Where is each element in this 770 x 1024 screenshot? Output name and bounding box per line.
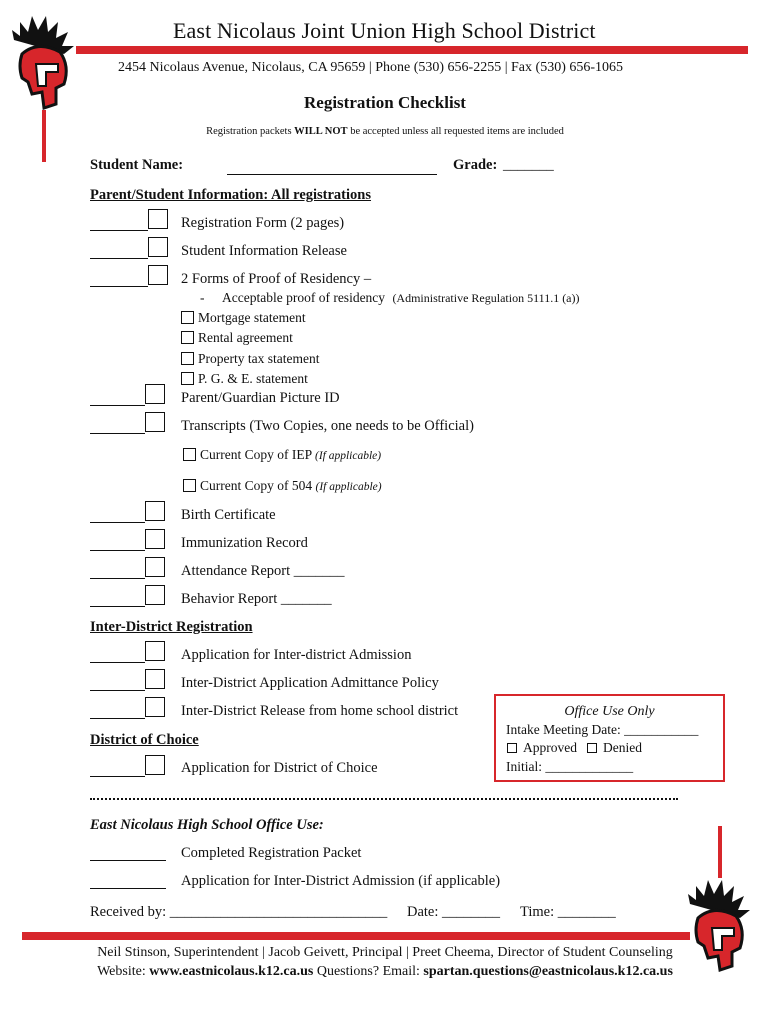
footer-contact — [0, 964, 770, 980]
residency-label: 2 Forms of Proof of Residency – — [181, 271, 372, 287]
immunization-label: Immunization Record — [181, 535, 308, 551]
intake-date[interactable]: Intake Meeting Date: ___________ — [506, 722, 699, 737]
district-name: East Nicolaus Joint Union High School District — [173, 18, 596, 43]
residency-checkbox[interactable] — [148, 265, 168, 285]
registration-form-line[interactable] — [90, 230, 148, 231]
c504-text: Current Copy of 504 — [200, 478, 313, 493]
acceptable-proof-label — [222, 290, 580, 306]
section-district-choice: District of Choice — [90, 732, 199, 748]
c504-label — [200, 478, 382, 494]
completed-packet-label: Completed Registration Packet — [181, 845, 362, 861]
office-use-title: Office Use Only — [564, 704, 655, 719]
section-parent-student: Parent/Student Information: All registrations — [90, 187, 372, 203]
notice-pre: Registration packets — [206, 126, 295, 137]
student-name-label: Student Name: — [90, 157, 184, 173]
property-tax-label: Property tax statement — [198, 351, 320, 366]
info-release-checkbox[interactable] — [148, 237, 168, 257]
footer-red-bar — [22, 932, 690, 940]
mortgage-checkbox[interactable] — [181, 311, 194, 324]
choice-app-line[interactable] — [90, 776, 145, 777]
interdistrict-policy-line[interactable] — [90, 690, 145, 691]
birth-line[interactable] — [90, 522, 145, 523]
received-date-field[interactable]: Date: ________ — [407, 904, 501, 920]
mortgage-label: Mortgage statement — [198, 310, 306, 325]
behavior-line[interactable] — [90, 606, 145, 607]
attendance-checkbox[interactable] — [145, 557, 165, 577]
section-interdistrict: Inter-District Registration — [90, 619, 253, 635]
picture-id-label: Parent/Guardian Picture ID — [181, 390, 340, 406]
email-link[interactable]: spartan.questions@eastnicolaus.k12.ca.us — [423, 964, 673, 979]
interdistrict-app-checkbox[interactable] — [145, 641, 165, 661]
behavior-label: Behavior Report _______ — [181, 591, 332, 607]
info-release-line[interactable] — [90, 258, 148, 259]
property-tax-checkbox[interactable] — [181, 352, 194, 365]
c504-note: (If applicable) — [315, 481, 382, 493]
spartan-logo-top — [8, 12, 80, 162]
questions-label: Questions? Email: — [316, 964, 420, 979]
notice-strong: WILL NOT — [294, 126, 348, 137]
denied-checkbox[interactable] — [587, 743, 597, 753]
header-red-bar — [76, 46, 748, 54]
acceptable-reference: (Administrative Regulation 5111.1 (a)) — [392, 291, 580, 305]
residency-line[interactable] — [90, 286, 148, 287]
grade-label: Grade: — [453, 157, 498, 173]
initial-field[interactable]: Initial: _____________ — [506, 759, 634, 774]
iep-checkbox[interactable] — [183, 448, 196, 461]
iep-label — [200, 447, 381, 463]
footer-staff: Neil Stinson, Superintendent | Jacob Geivett, Principal | Preet Cheema, Director of Student Counseling — [97, 945, 673, 960]
choice-app-checkbox[interactable] — [145, 755, 165, 775]
page-title: Registration Checklist — [304, 93, 466, 112]
transcripts-checkbox[interactable] — [145, 412, 165, 432]
rental-label: Rental agreement — [198, 330, 293, 345]
registration-form-checkbox[interactable] — [148, 209, 168, 229]
notice-post: be accepted unless all requested items are included — [347, 126, 564, 137]
office-interdistrict-line[interactable] — [90, 888, 166, 889]
transcripts-line[interactable] — [90, 433, 145, 434]
interdistrict-release-line[interactable] — [90, 718, 145, 719]
website-link[interactable]: www.eastnicolaus.k12.ca.us — [149, 964, 314, 979]
c504-checkbox[interactable] — [183, 479, 196, 492]
immunization-checkbox[interactable] — [145, 529, 165, 549]
picture-id-line[interactable] — [90, 405, 145, 406]
registration-form-label: Registration Form (2 pages) — [181, 215, 345, 231]
grade-field[interactable]: _______ — [503, 157, 554, 173]
completed-packet-line[interactable] — [90, 860, 166, 861]
behavior-checkbox[interactable] — [145, 585, 165, 605]
interdistrict-app-line[interactable] — [90, 662, 145, 663]
interdistrict-policy-checkbox[interactable] — [145, 669, 165, 689]
pge-checkbox[interactable] — [181, 372, 194, 385]
attendance-line[interactable] — [90, 578, 145, 579]
office-use-box — [494, 694, 725, 782]
student-name-field[interactable] — [227, 174, 437, 175]
interdistrict-app-label: Application for Inter-district Admission — [181, 647, 412, 663]
interdistrict-release-checkbox[interactable] — [145, 697, 165, 717]
iep-text: Current Copy of IEP — [200, 447, 312, 462]
immunization-line[interactable] — [90, 550, 145, 551]
acceptable-text: Acceptable proof of residency — [222, 290, 386, 305]
acceptable-dash: - — [200, 290, 205, 305]
interdistrict-policy-label: Inter-District Application Admittance Policy — [181, 675, 439, 691]
office-interdistrict-label: Application for Inter-District Admission (if applicable) — [181, 873, 501, 889]
school-office-title: East Nicolaus High School Office Use: — [90, 817, 324, 833]
interdistrict-release-label: Inter-District Release from home school district — [181, 703, 459, 719]
website-label: Website: — [97, 964, 146, 979]
iep-note: (If applicable) — [315, 450, 382, 462]
transcripts-label: Transcripts (Two Copies, one needs to be Official) — [181, 418, 474, 434]
info-release-label: Student Information Release — [181, 243, 347, 259]
attendance-label: Attendance Report _______ — [181, 563, 345, 579]
received-time-field[interactable]: Time: ________ — [520, 904, 616, 920]
birth-checkbox[interactable] — [145, 501, 165, 521]
denied-label: Denied — [603, 740, 642, 755]
approved-label: Approved — [523, 740, 577, 755]
pge-label: P. G. & E. statement — [198, 371, 308, 386]
birth-label: Birth Certificate — [181, 507, 276, 523]
choice-app-label: Application for District of Choice — [181, 760, 378, 776]
picture-id-checkbox[interactable] — [145, 384, 165, 404]
district-address: 2454 Nicolaus Avenue, Nicolaus, CA 95659 | Phone (530) 656-2255 | Fax (530) 656-1065 — [118, 60, 624, 75]
submission-notice — [0, 126, 770, 137]
rental-checkbox[interactable] — [181, 331, 194, 344]
dotted-divider — [90, 798, 678, 800]
approved-checkbox[interactable] — [507, 743, 517, 753]
received-by-field[interactable]: Received by: ______________________________ — [90, 904, 388, 920]
